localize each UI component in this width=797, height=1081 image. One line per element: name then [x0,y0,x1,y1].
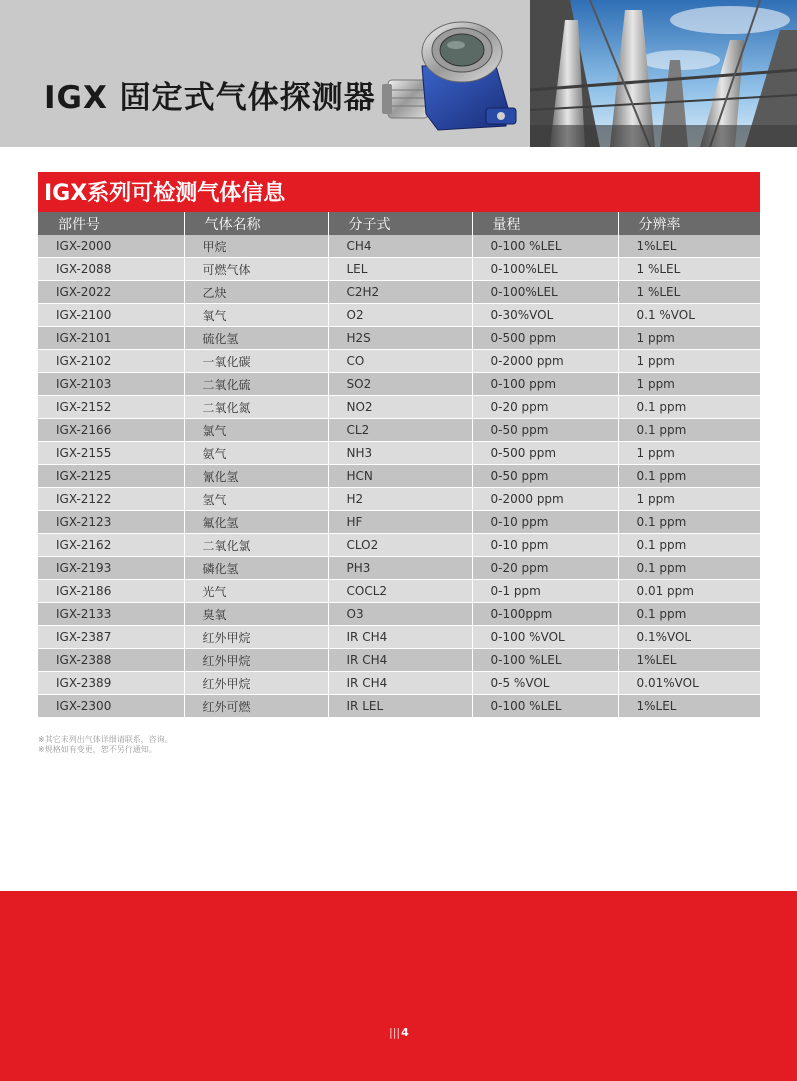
cell-resolution: 0.1 ppm [618,511,760,534]
page-marker-icon: ||| [389,1026,401,1039]
cell-formula: H2S [328,327,472,350]
table-row [38,557,760,580]
cell-gas-name: 可燃气体 [184,258,328,281]
cell-formula: PH3 [328,557,472,580]
cell-formula: IR CH4 [328,626,472,649]
cell-gas-name: 氯气 [184,419,328,442]
table-row [38,258,760,281]
cell-range: 0-2000 ppm [472,488,618,511]
cell-gas-name: 一氧化碳 [184,350,328,373]
cell-part-number: IGX-2101 [38,327,184,350]
cell-formula: COCL2 [328,580,472,603]
cell-formula: CH4 [328,235,472,258]
cell-part-number: IGX-2186 [38,580,184,603]
cell-range: 0-500 ppm [472,442,618,465]
cell-formula: HCN [328,465,472,488]
cell-resolution: 1 %LEL [618,281,760,304]
cell-gas-name: 二氧化氮 [184,396,328,419]
cell-range: 0-100 %LEL [472,649,618,672]
industrial-plant-image [530,0,797,147]
cell-gas-name: 二氧化氯 [184,534,328,557]
cell-resolution: 1%LEL [618,649,760,672]
column-header-gas-name: 气体名称 [184,212,328,235]
table-row [38,626,760,649]
cell-range: 0-100%LEL [472,281,618,304]
table-row [38,603,760,626]
cell-resolution: 1 ppm [618,350,760,373]
cell-resolution: 0.1%VOL [618,626,760,649]
cell-part-number: IGX-2088 [38,258,184,281]
cell-gas-name: 氰化氢 [184,465,328,488]
footnote: ※其它未列出气体详细请联系，咨询。 [38,735,173,744]
table-row [38,419,760,442]
cell-part-number: IGX-2152 [38,396,184,419]
page-title: IGX 固定式气体探测器 [44,80,376,116]
table-row [38,580,760,603]
table-row [38,534,760,557]
gas-info-table [38,212,760,718]
cell-part-number: IGX-2125 [38,465,184,488]
cell-resolution: 1 ppm [618,327,760,350]
cell-gas-name: 二氧化硫 [184,373,328,396]
cell-range: 0-2000 ppm [472,350,618,373]
cell-gas-name: 硫化氢 [184,327,328,350]
cell-gas-name: 甲烷 [184,235,328,258]
cell-part-number: IGX-2122 [38,488,184,511]
footnote: ※规格如有变更，恕不另行通知。 [38,745,157,754]
table-row [38,235,760,258]
cell-formula: IR LEL [328,695,472,718]
cell-part-number: IGX-2162 [38,534,184,557]
cell-range: 0-1 ppm [472,580,618,603]
column-header-range: 量程 [472,212,618,235]
cell-resolution: 1 ppm [618,442,760,465]
cell-range: 0-100 %VOL [472,626,618,649]
gas-detector-image [378,18,528,136]
cell-formula: O3 [328,603,472,626]
footer-banner [0,891,797,1081]
footnotes [38,735,173,755]
table-row [38,511,760,534]
cell-range: 0-500 ppm [472,327,618,350]
cell-gas-name: 氨气 [184,442,328,465]
cell-gas-name: 氟化氢 [184,511,328,534]
cell-resolution: 1 ppm [618,488,760,511]
cell-gas-name: 红外甲烷 [184,626,328,649]
cell-resolution: 0.1 ppm [618,419,760,442]
cell-part-number: IGX-2100 [38,304,184,327]
cell-gas-name: 红外可燃 [184,695,328,718]
header-banner [0,0,797,147]
cell-part-number: IGX-2022 [38,281,184,304]
cell-part-number: IGX-2166 [38,419,184,442]
cell-resolution: 0.01%VOL [618,672,760,695]
table-row [38,350,760,373]
cell-formula: CLO2 [328,534,472,557]
table-body [38,235,760,718]
table-row [38,672,760,695]
cell-formula: IR CH4 [328,649,472,672]
cell-part-number: IGX-2123 [38,511,184,534]
cell-resolution: 0.1 ppm [618,465,760,488]
cell-formula: HF [328,511,472,534]
table-row [38,373,760,396]
cell-range: 0-100 %LEL [472,695,618,718]
table-row [38,488,760,511]
column-header-part-number: 部件号 [38,212,184,235]
cell-range: 0-5 %VOL [472,672,618,695]
cell-range: 0-50 ppm [472,465,618,488]
cell-range: 0-100 %LEL [472,235,618,258]
page-number-value: 4 [401,1026,409,1039]
cell-part-number: IGX-2155 [38,442,184,465]
table-row [38,304,760,327]
cell-gas-name: 氧气 [184,304,328,327]
cell-range: 0-100 ppm [472,373,618,396]
cell-gas-name: 光气 [184,580,328,603]
cell-formula: H2 [328,488,472,511]
cell-range: 0-30%VOL [472,304,618,327]
page-number [389,1026,409,1039]
cell-gas-name: 氢气 [184,488,328,511]
cell-part-number: IGX-2387 [38,626,184,649]
cell-formula: NO2 [328,396,472,419]
cell-resolution: 0.01 ppm [618,580,760,603]
cell-range: 0-20 ppm [472,557,618,580]
cell-part-number: IGX-2000 [38,235,184,258]
table-row [38,396,760,419]
cell-gas-name: 红外甲烷 [184,672,328,695]
cell-resolution: 0.1 ppm [618,603,760,626]
section-title: IGX系列可检测气体信息 [44,181,286,206]
cell-part-number: IGX-2103 [38,373,184,396]
cell-gas-name: 磷化氢 [184,557,328,580]
cell-resolution: 1 ppm [618,373,760,396]
cell-formula: LEL [328,258,472,281]
cell-part-number: IGX-2102 [38,350,184,373]
table-row [38,281,760,304]
table-header-row [38,212,760,235]
cell-formula: CO [328,350,472,373]
column-header-resolution: 分辨率 [618,212,760,235]
cell-resolution: 0.1 %VOL [618,304,760,327]
cell-range: 0-20 ppm [472,396,618,419]
cell-part-number: IGX-2300 [38,695,184,718]
cell-resolution: 0.1 ppm [618,396,760,419]
cell-formula: CL2 [328,419,472,442]
cell-part-number: IGX-2193 [38,557,184,580]
cell-formula: SO2 [328,373,472,396]
cell-part-number: IGX-2388 [38,649,184,672]
table-row [38,327,760,350]
cell-formula: IR CH4 [328,672,472,695]
table-row [38,442,760,465]
table-row [38,649,760,672]
section-banner [38,172,760,212]
cell-gas-name: 红外甲烷 [184,649,328,672]
cell-range: 0-50 ppm [472,419,618,442]
cell-formula: NH3 [328,442,472,465]
cell-range: 0-10 ppm [472,511,618,534]
cell-resolution: 1%LEL [618,695,760,718]
cell-part-number: IGX-2133 [38,603,184,626]
cell-range: 0-100ppm [472,603,618,626]
cell-range: 0-10 ppm [472,534,618,557]
table-row [38,695,760,718]
column-header-formula: 分子式 [328,212,472,235]
cell-gas-name: 乙炔 [184,281,328,304]
cell-formula: C2H2 [328,281,472,304]
cell-resolution: 0.1 ppm [618,534,760,557]
table-row [38,465,760,488]
cell-resolution: 1 %LEL [618,258,760,281]
cell-range: 0-100%LEL [472,258,618,281]
cell-formula: O2 [328,304,472,327]
cell-resolution: 1%LEL [618,235,760,258]
cell-resolution: 0.1 ppm [618,557,760,580]
cell-part-number: IGX-2389 [38,672,184,695]
cell-gas-name: 臭氧 [184,603,328,626]
